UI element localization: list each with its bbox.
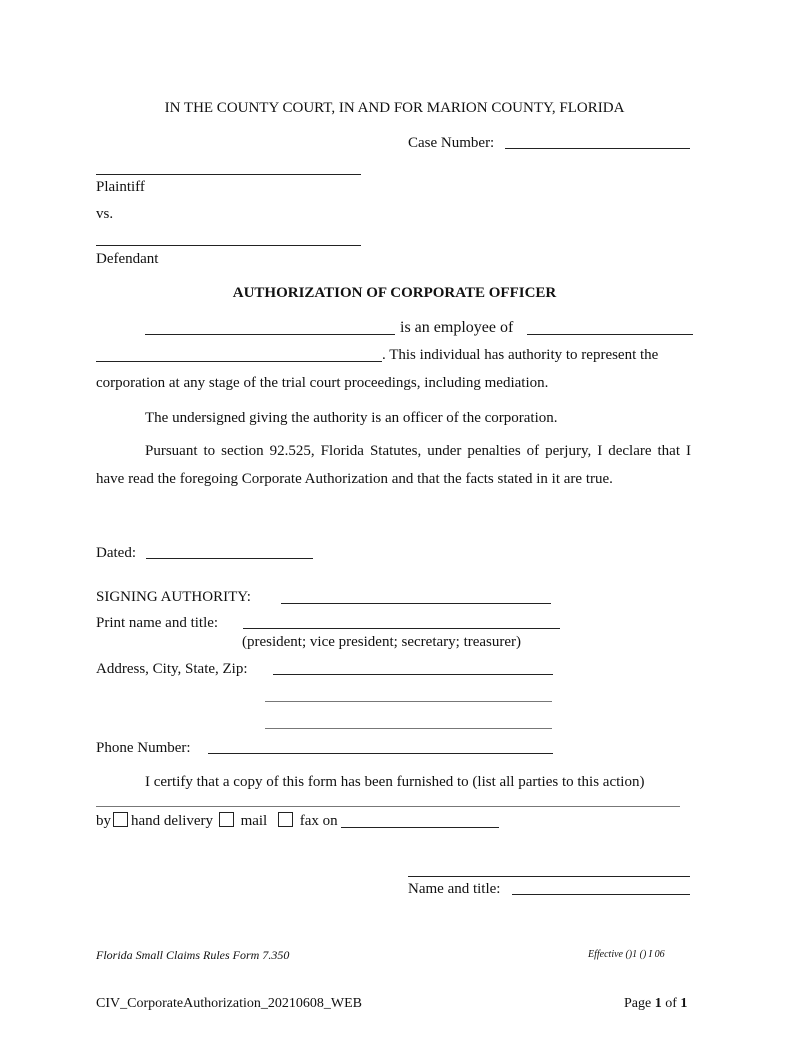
page-current: 1	[654, 996, 662, 1011]
address-label: Address, City, State, Zip:	[96, 661, 248, 677]
officer-titles-hint: (president; vice president; secretary; treasurer)	[242, 634, 522, 650]
plaintiff-label: Plaintiff	[96, 179, 145, 195]
page-of: of	[665, 996, 677, 1011]
court-title: IN THE COUNTY COURT, IN AND FOR MARION COUNTY, FLORIDA	[164, 100, 625, 116]
fax-label: fax on	[299, 813, 338, 829]
employee-name-field[interactable]	[145, 334, 395, 335]
document-id: CIV_CorporateAuthorization_20210608_WEB	[96, 996, 362, 1011]
name-title-label: Name and title:	[408, 881, 501, 897]
name-title-field[interactable]	[512, 894, 690, 895]
parties-served-field[interactable]	[96, 806, 680, 807]
authority-text: . This individual has authority to represent the	[382, 347, 659, 363]
page-total: 1	[680, 996, 688, 1011]
case-number-field[interactable]	[505, 148, 690, 149]
hand-delivery-checkbox[interactable]	[113, 812, 128, 827]
officer-statement: The undersigned giving the authority is an officer of the corporation.	[145, 410, 558, 426]
authority-text-continued: corporation at any stage of the trial court proceedings, including mediation.	[96, 375, 549, 391]
phone-field[interactable]	[208, 753, 553, 754]
phone-label: Phone Number:	[96, 740, 191, 756]
fax-date-field[interactable]	[341, 813, 499, 828]
print-name-label: Print name and title:	[96, 615, 219, 631]
hand-delivery-label: hand delivery	[131, 813, 214, 829]
address-field-3[interactable]	[265, 728, 552, 729]
signing-authority-label: SIGNING AUTHORITY:	[96, 589, 251, 605]
effective-date: Effective ()1 () I 06	[588, 949, 665, 960]
vs-label: vs.	[96, 206, 114, 222]
by-label: by	[96, 813, 111, 829]
dated-field[interactable]	[146, 558, 313, 559]
page-prefix: Page	[624, 996, 652, 1011]
form-title: AUTHORIZATION OF CORPORATE OFFICER	[232, 285, 557, 301]
dated-label: Dated:	[96, 545, 136, 561]
certify-text: I certify that a copy of this form has been furnished to (list all parties to this action)	[145, 774, 645, 790]
mail-label: mail	[240, 813, 268, 829]
declaration-paragraph: Pursuant to section 92.525, Florida Statutes, under penalties of perjury, I declare that I have read the foregoing Corporate Authorization and that the facts stated in it are true.	[96, 443, 691, 487]
address-field-2[interactable]	[265, 701, 552, 702]
plaintiff-field[interactable]	[96, 174, 361, 175]
form-reference: Florida Small Claims Rules Form 7.350	[96, 948, 290, 962]
corporation-name-field[interactable]	[527, 334, 693, 335]
address-field-1[interactable]	[273, 674, 553, 675]
signing-authority-field[interactable]	[281, 603, 551, 604]
defendant-field[interactable]	[96, 245, 361, 246]
fax-checkbox[interactable]	[278, 812, 293, 827]
signature-field[interactable]	[408, 876, 690, 877]
corporation-name-field-continued[interactable]	[96, 361, 382, 362]
print-name-field[interactable]	[243, 628, 560, 629]
defendant-label: Defendant	[96, 251, 159, 267]
page-indicator	[624, 995, 687, 1013]
case-number-label: Case Number:	[408, 135, 495, 151]
delivery-method-row	[96, 812, 499, 830]
mail-checkbox[interactable]	[219, 812, 234, 827]
employee-text: is an employee of	[400, 319, 514, 336]
